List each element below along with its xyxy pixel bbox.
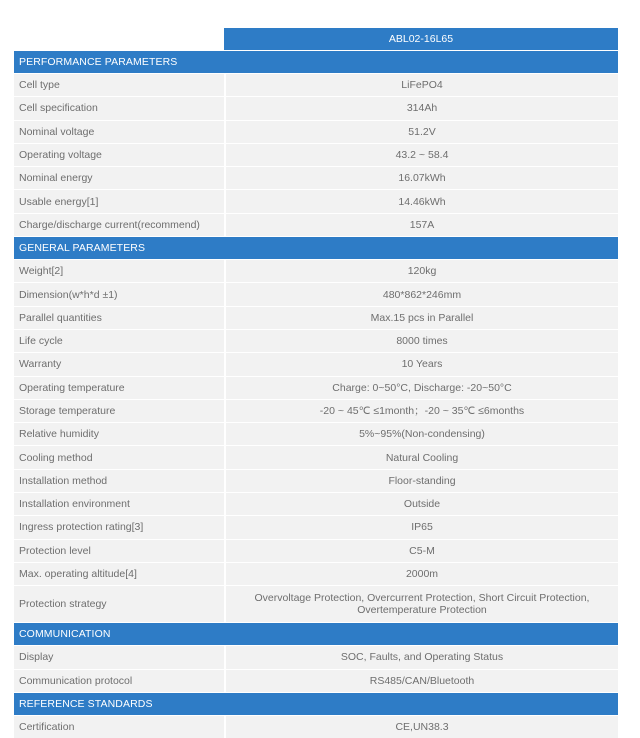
spec-label: Relative humidity: [14, 423, 224, 445]
spec-label: Ingress protection rating[3]: [14, 516, 224, 538]
spec-sheet: [14, 28, 618, 738]
spec-row: [14, 469, 618, 492]
spec-row: [14, 329, 618, 352]
spec-value: 14.46kWh: [226, 190, 618, 212]
spec-row: [14, 492, 618, 515]
spec-value: Max.15 pcs in Parallel: [226, 307, 618, 329]
spec-value: 5%~95%(Non-condensing): [226, 423, 618, 445]
spec-value: Overvoltage Protection, Overcurrent Protection, Short Circuit Protection, Overtemperature Protection: [226, 586, 618, 622]
spec-label: Dimension(w*h*d ±1): [14, 283, 224, 305]
spec-value: 16.07kWh: [226, 167, 618, 189]
spec-value: 2000m: [226, 563, 618, 585]
spec-label: Cell specification: [14, 97, 224, 119]
spec-value: 8000 times: [226, 330, 618, 352]
spec-label: Max. operating altitude[4]: [14, 563, 224, 585]
spec-row: [14, 399, 618, 422]
spec-row: [14, 306, 618, 329]
section-header: COMMUNICATION: [14, 622, 618, 645]
spec-value: SOC, Faults, and Operating Status: [226, 646, 618, 668]
spec-value: 120kg: [226, 260, 618, 282]
spec-label: Operating temperature: [14, 377, 224, 399]
spec-label: Charge/discharge current(recommend): [14, 214, 224, 236]
spec-value: IP65: [226, 516, 618, 538]
spec-sections: [14, 50, 618, 738]
spec-row: [14, 166, 618, 189]
spec-value: 314Ah: [226, 97, 618, 119]
spec-row: [14, 539, 618, 562]
spec-row: [14, 715, 618, 738]
spec-label: Cell type: [14, 74, 224, 96]
spec-row: [14, 96, 618, 119]
spec-value: 157A: [226, 214, 618, 236]
spec-value: C5-M: [226, 540, 618, 562]
spec-label: Warranty: [14, 353, 224, 375]
spec-label: Cooling method: [14, 446, 224, 468]
spec-row: [14, 259, 618, 282]
section-header: GENERAL PARAMETERS: [14, 236, 618, 259]
spec-label: Display: [14, 646, 224, 668]
spec-row: [14, 73, 618, 96]
model-header-row: [14, 28, 618, 50]
spec-label: Protection level: [14, 540, 224, 562]
spec-label: Installation method: [14, 470, 224, 492]
spec-label: Operating voltage: [14, 144, 224, 166]
spec-label: Certification: [14, 716, 224, 738]
spec-value: Floor-standing: [226, 470, 618, 492]
spec-value: 480*862*246mm: [226, 283, 618, 305]
spec-row: [14, 562, 618, 585]
spec-row: [14, 422, 618, 445]
spec-value: Natural Cooling: [226, 446, 618, 468]
section-header: PERFORMANCE PARAMETERS: [14, 50, 618, 73]
spec-row: [14, 213, 618, 236]
spec-label: Life cycle: [14, 330, 224, 352]
spec-value: RS485/CAN/Bluetooth: [226, 670, 618, 692]
spec-label: Nominal energy: [14, 167, 224, 189]
spec-row: [14, 120, 618, 143]
section-header: REFERENCE STANDARDS: [14, 692, 618, 715]
spec-row: [14, 143, 618, 166]
spec-value: -20 ~ 45℃ ≤1month；-20 ~ 35℃ ≤6months: [226, 400, 618, 422]
spec-value: LiFePO4: [226, 74, 618, 96]
spec-label: Protection strategy: [14, 586, 224, 622]
spec-label: Storage temperature: [14, 400, 224, 422]
spec-value: 10 Years: [226, 353, 618, 375]
spec-value: CE,UN38.3: [226, 716, 618, 738]
spec-value: Outside: [226, 493, 618, 515]
spec-row: [14, 376, 618, 399]
spec-row: [14, 645, 618, 668]
spec-row: [14, 445, 618, 468]
spec-label: Installation environment: [14, 493, 224, 515]
spec-value: 43.2 ~ 58.4: [226, 144, 618, 166]
spec-label: Parallel quantities: [14, 307, 224, 329]
spec-label: Weight[2]: [14, 260, 224, 282]
spec-row: [14, 669, 618, 692]
spec-label: Nominal voltage: [14, 121, 224, 143]
spec-row: [14, 515, 618, 538]
spec-label: Usable energy[1]: [14, 190, 224, 212]
spec-value: Charge: 0~50°C, Discharge: -20~50°C: [226, 377, 618, 399]
spec-label: Communication protocol: [14, 670, 224, 692]
spec-row: [14, 282, 618, 305]
spec-row: [14, 585, 618, 622]
spec-value: 51.2V: [226, 121, 618, 143]
model-name: ABL02-16L65: [224, 28, 618, 50]
header-blank-cell: [14, 28, 224, 50]
spec-row: [14, 189, 618, 212]
spec-row: [14, 352, 618, 375]
